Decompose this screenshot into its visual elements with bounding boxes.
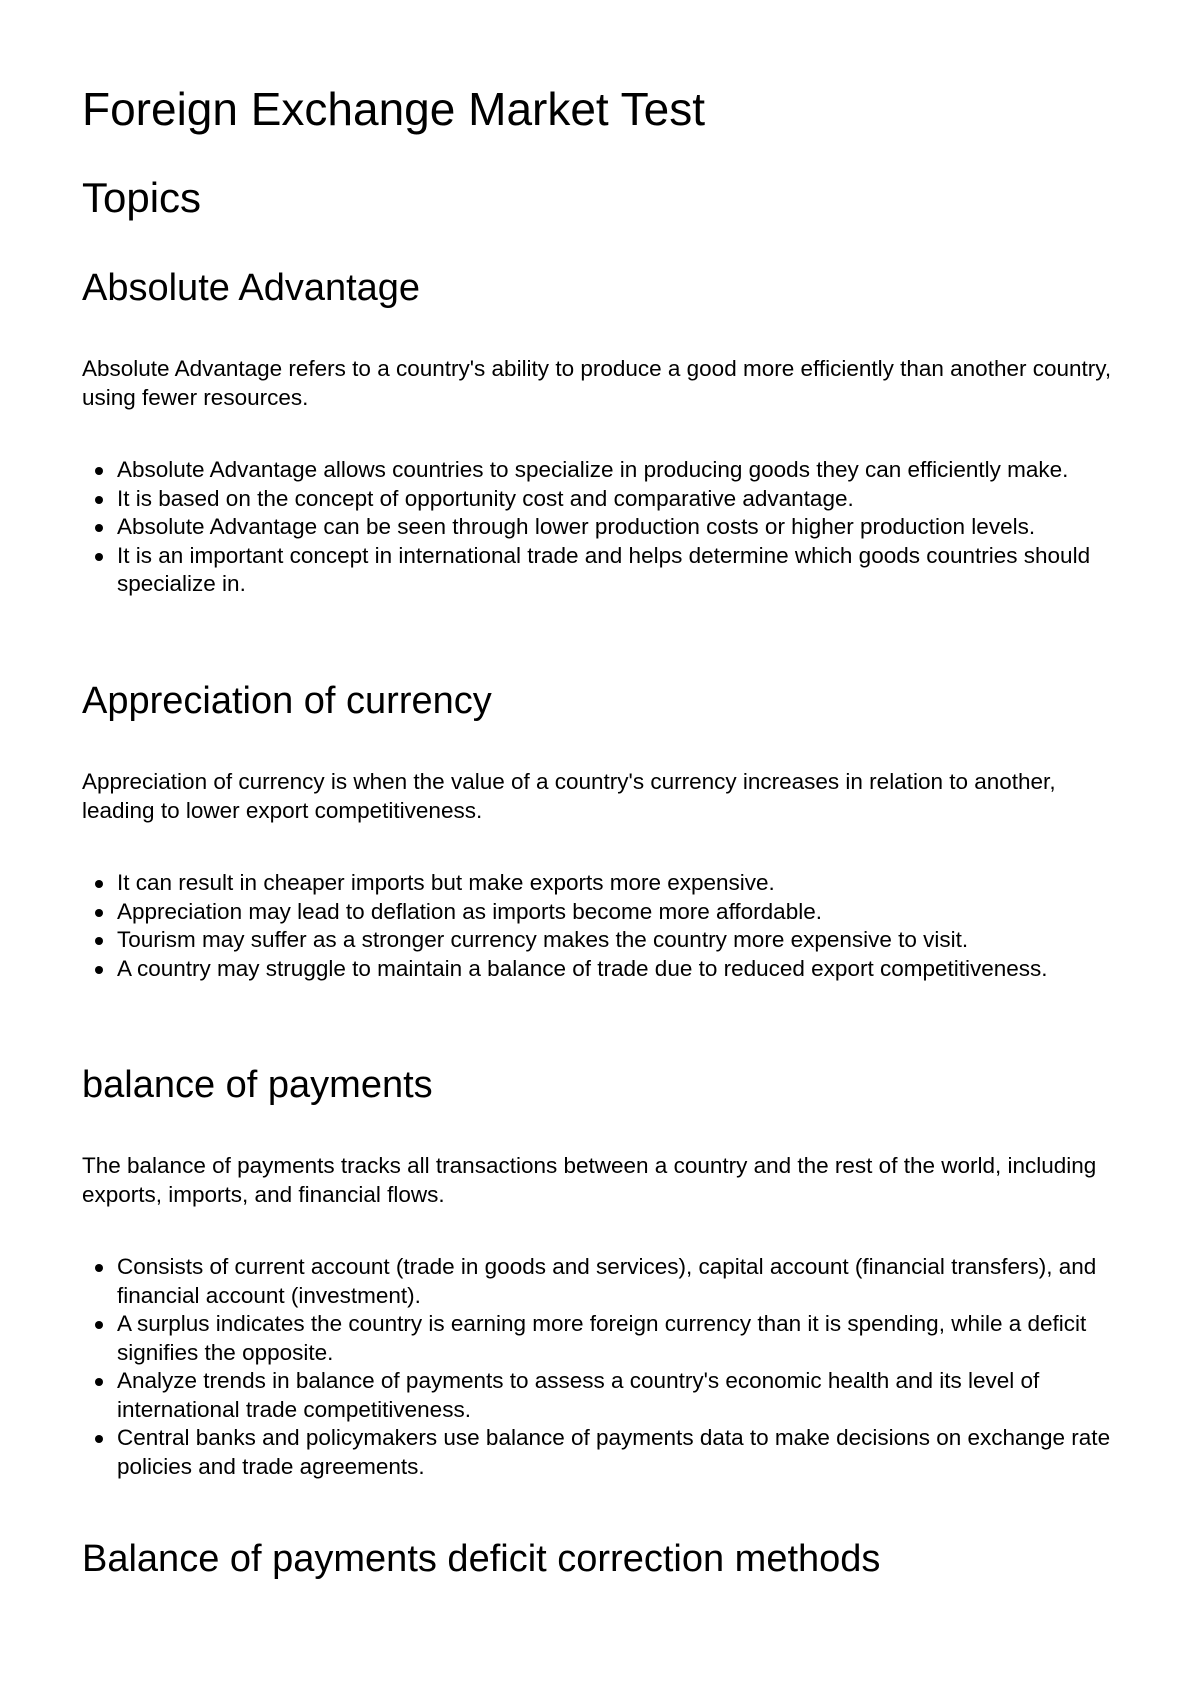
bullet-list xyxy=(82,869,1132,983)
section-heading: balance of payments xyxy=(82,1064,433,1106)
list-item-text: It is an important concept in international trade and helps determine which goods countries should specialize in. xyxy=(117,542,1091,596)
list-item xyxy=(117,955,1132,984)
list-item xyxy=(117,1424,1132,1481)
list-item-text: A surplus indicates the country is earning more foreign currency than it is spending, while a deficit signifies the opposite. xyxy=(117,1311,1087,1365)
list-item xyxy=(117,456,1132,485)
list-item-text: It can result in cheaper imports but make exports more expensive. xyxy=(117,870,775,895)
bullet-icon xyxy=(95,1321,103,1329)
section-heading: Appreciation of currency xyxy=(82,680,492,722)
bullet-icon xyxy=(95,1264,103,1272)
bullet-icon xyxy=(95,880,103,888)
section-description: Appreciation of currency is when the value of a country's currency increases in relation to another, leading to lower export competitiveness. xyxy=(82,769,1056,823)
list-item xyxy=(117,513,1132,542)
section-appreciation-of-currency xyxy=(82,676,1132,983)
document-title: Foreign Exchange Market Test xyxy=(82,83,706,135)
list-item xyxy=(117,1367,1132,1424)
list-item xyxy=(117,542,1132,599)
list-item xyxy=(117,1310,1132,1367)
bullet-icon xyxy=(95,966,103,974)
section-balance-of-payments xyxy=(82,1060,1132,1481)
bullet-icon xyxy=(95,909,103,917)
list-item-text: Consists of current account (trade in goods and services), capital account (financial transfers), and financial account (investment). xyxy=(117,1254,1097,1308)
bullet-list xyxy=(82,456,1132,599)
section-heading: Absolute Advantage xyxy=(82,267,421,309)
list-item-text: It is based on the concept of opportunity cost and comparative advantage. xyxy=(117,485,854,511)
bullet-icon xyxy=(95,553,103,561)
list-item-text: Central banks and policymakers use balance of payments data to make decisions on exchange rate policies and trade agreements. xyxy=(117,1425,1111,1479)
list-item xyxy=(117,926,1132,955)
list-item-text: A country may struggle to maintain a balance of trade due to reduced export competitiveness. xyxy=(117,955,1048,981)
list-item xyxy=(117,869,1132,898)
bullet-list xyxy=(82,1253,1132,1481)
bullet-icon xyxy=(95,496,103,504)
section-heading: Balance of payments deficit correction methods xyxy=(82,1538,881,1580)
list-item xyxy=(117,485,1132,514)
list-item-text: Appreciation may lead to deflation as imports become more affordable. xyxy=(117,898,822,924)
list-item xyxy=(117,898,1132,927)
list-item-text: Tourism may suffer as a stronger currency makes the country more expensive to visit. xyxy=(117,927,969,952)
bullet-icon xyxy=(95,1378,103,1386)
section-description: Absolute Advantage refers to a country's ability to produce a good more efficiently than another country, using fewer resources. xyxy=(82,356,1112,410)
list-item xyxy=(117,1253,1132,1310)
bullet-icon xyxy=(95,467,103,475)
bullet-icon xyxy=(95,937,103,945)
list-item-text: Analyze trends in balance of payments to assess a country's economic health and its level of international trade competitiveness. xyxy=(117,1368,1040,1422)
topics-heading: Topics xyxy=(82,174,202,221)
bullet-icon xyxy=(95,1435,103,1443)
list-item-text: Absolute Advantage can be seen through lower production costs or higher production levels. xyxy=(117,514,1036,539)
list-item-text: Absolute Advantage allows countries to specialize in producing goods they can efficiently make. xyxy=(117,457,1069,482)
bullet-icon xyxy=(95,524,103,532)
section-absolute-advantage xyxy=(82,263,1132,599)
section-bop-deficit-correction xyxy=(82,1534,1132,1584)
section-description: The balance of payments tracks all transactions between a country and the rest of the world, including exports, imports, and financial flows. xyxy=(82,1153,1097,1207)
